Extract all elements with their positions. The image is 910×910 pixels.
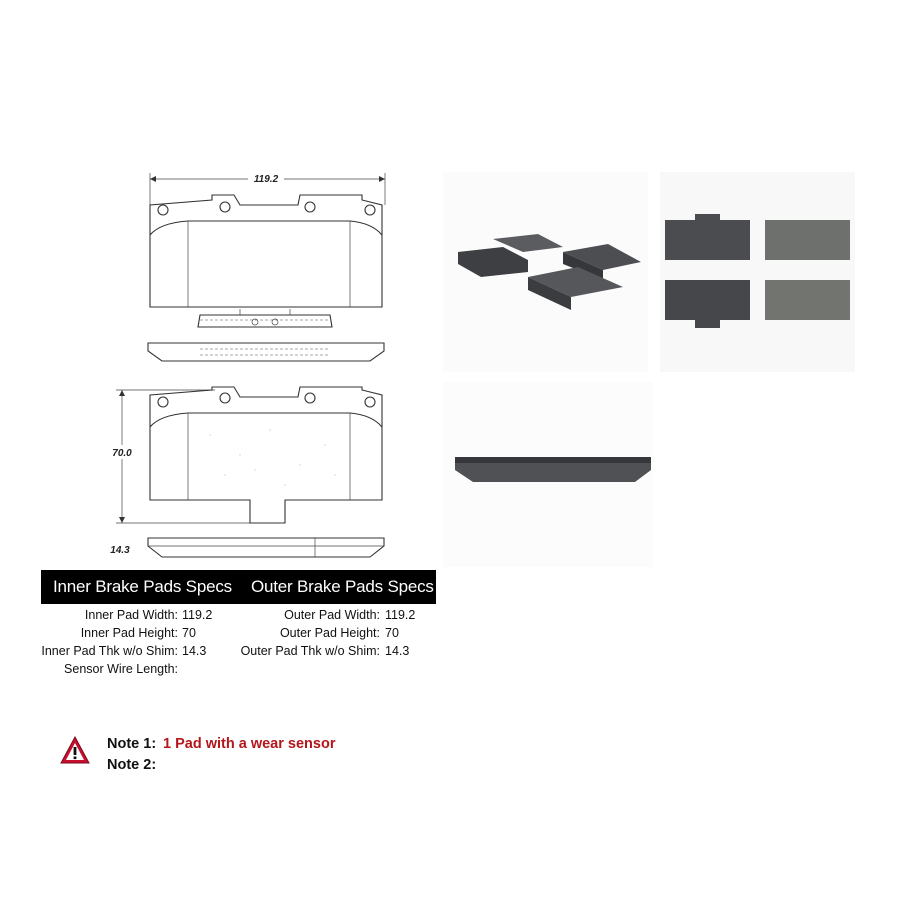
note2-label: Note 2:: [107, 757, 157, 773]
brake-pad-set-top-photo: [660, 172, 855, 372]
thickness-dimension: [104, 542, 136, 556]
inner-pad-side-view: [148, 343, 384, 361]
sensor-wire-length-label: Sensor Wire Length:: [64, 662, 178, 676]
inner-specs-header: Inner Brake Pads Specs: [53, 577, 232, 596]
brake-pad-side-photo: [443, 382, 653, 567]
outer-pad-thickness-value: 14.3: [385, 644, 410, 658]
inner-pad-width-label: Inner Pad Width:: [84, 608, 178, 622]
brake-pad-technical-drawing: [100, 165, 400, 585]
thickness-dimension-label: 14.3: [110, 545, 130, 556]
inner-pad-height-label: Inner Pad Height:: [80, 626, 178, 640]
outer-pad-height-value: 70: [385, 626, 399, 640]
outer-pad-thickness-label: Outer Pad Thk w/o Shim:: [240, 644, 380, 658]
inner-pad-width-value: 119.2: [182, 608, 213, 622]
outer-pad-height-label: Outer Pad Height:: [279, 626, 380, 640]
pad-side-profile: [455, 457, 651, 482]
pad-group-angled: [458, 234, 641, 310]
notes-section: [60, 734, 460, 794]
inner-pad-thickness-value: 14.3: [182, 644, 207, 658]
width-dimension: [150, 171, 385, 205]
height-dimension-label: 70.0: [112, 448, 132, 459]
outer-pad-front-view: [150, 387, 382, 523]
pad-group-top: [665, 214, 850, 328]
outer-pad-width-value: 119.2: [385, 608, 416, 622]
inner-pad-front-view: [150, 195, 382, 327]
inner-pad-height-value: 70: [182, 626, 196, 640]
outer-specs-header: Outer Brake Pads Specs: [251, 577, 434, 596]
height-dimension: [106, 390, 250, 523]
warning-icon: [60, 736, 90, 764]
brake-pad-set-angled-photo: [443, 172, 648, 372]
width-dimension-label: 119.2: [253, 174, 279, 185]
outer-pad-side-view: [148, 538, 384, 557]
outer-pad-width-label: Outer Pad Width:: [284, 608, 380, 622]
note1-text: 1 Pad with a wear sensor: [163, 736, 336, 752]
specs-header: [41, 570, 436, 604]
inner-pad-thickness-label: Inner Pad Thk w/o Shim:: [41, 644, 178, 658]
note1-label: Note 1:: [107, 736, 157, 752]
